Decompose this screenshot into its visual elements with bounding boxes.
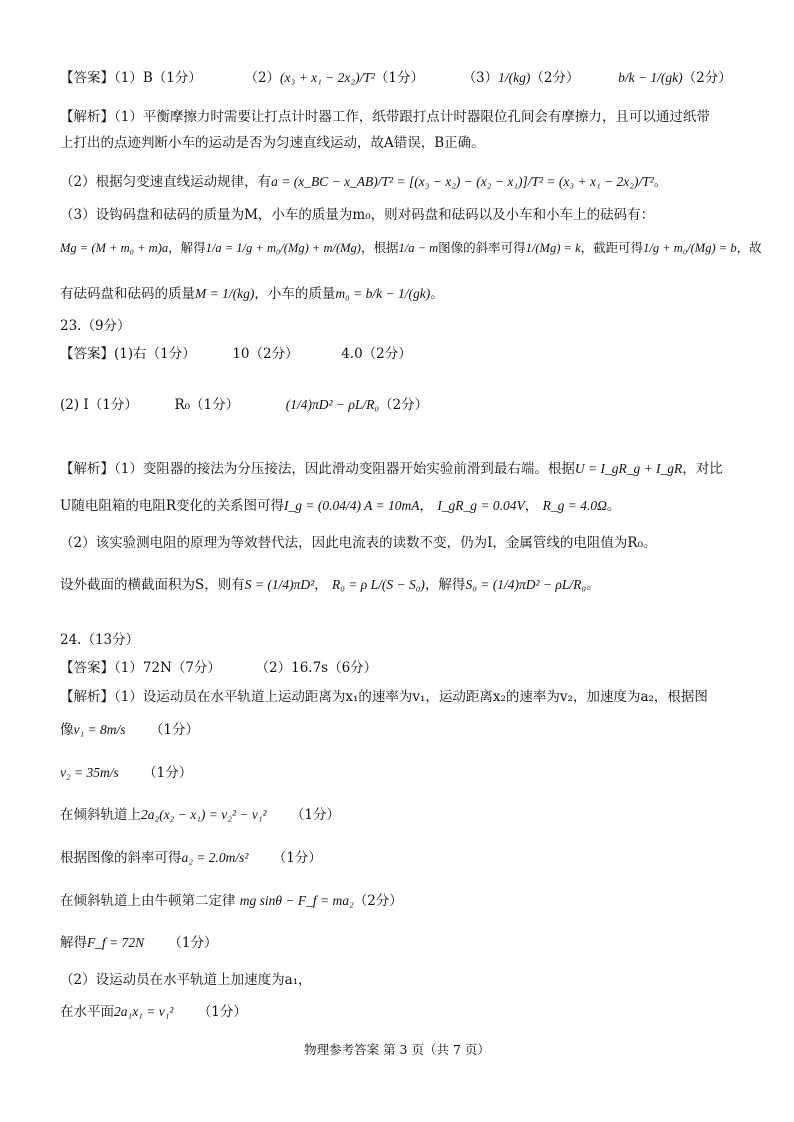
analysis-text: 设外截面的横截面积为S，则有 xyxy=(60,577,245,593)
q24-analysis-9 xyxy=(60,1002,247,1022)
equation: v₂ = 35m/s xyxy=(60,765,119,780)
equation: R₀ = ρ L/(S − S₀) xyxy=(331,577,425,592)
analysis-text: ，小车的质量 xyxy=(254,286,336,302)
answer-3-score: （2分） xyxy=(530,70,580,86)
equation: a₂ = 2.0m/s² xyxy=(181,850,249,865)
equation: Mg = (M + m₀ + m)a xyxy=(60,241,169,255)
equation: S = (1/4)πD² xyxy=(244,577,315,592)
analysis-text: 有砝码盘和砝码的质量 xyxy=(60,286,195,302)
analysis-text: ，解得 xyxy=(424,577,466,593)
q24-heading: 24.（13分） xyxy=(60,632,140,648)
analysis-text: ，对比 xyxy=(682,461,723,477)
analysis-text: ，解得 xyxy=(168,240,206,255)
analysis-text: 图像的斜率可得 xyxy=(438,240,526,255)
equation: I_g = (0.04/4) A = 10mA xyxy=(284,498,420,513)
q23-analysis-2: U随电阻箱的电阻R变化的关系图可得I_g = (0.04/4) A = 10mA， I_gR_g = 0.04V， R_g = 4.0Ω。 xyxy=(60,498,621,514)
answer-text: 【答案】（1）72N（7分） xyxy=(60,660,221,676)
analysis-text: ，截距可得 xyxy=(580,240,644,255)
answer-text: （2）16.7s（6分） xyxy=(255,660,378,676)
equation: M = 1/(kg) xyxy=(195,286,255,301)
analysis-text: 根据图像的斜率可得 xyxy=(60,850,182,866)
punct: 。 xyxy=(586,577,600,593)
q24-analysis-2 xyxy=(60,720,199,740)
equation: m₀ = b/k − 1/(gk) xyxy=(335,286,431,301)
analysis-text: 解得 xyxy=(60,935,87,951)
equation: 1/g + m₀/(Mg) = b xyxy=(643,241,737,255)
score: （1分） xyxy=(197,1004,247,1020)
analysis-text: 在水平面 xyxy=(60,1004,114,1020)
q23-analysis-1 xyxy=(60,459,723,479)
analysis-text: 像 xyxy=(60,722,74,738)
q23-heading: 23.（9分） xyxy=(60,318,131,334)
q24-analysis-1: 【解析】（1）设运动员在水平轨道上运动距离为x₁的速率为v₁，运动距离x₂的速率为v₂，加速度为a₂，根据图 xyxy=(60,689,708,705)
q24-analysis-6 xyxy=(60,891,403,911)
score: （1分） xyxy=(168,935,218,951)
analysis-text: ，根据 xyxy=(360,240,399,255)
punct: 。 xyxy=(653,174,668,190)
equation: 2a₁x₁ = v₁² xyxy=(114,1004,174,1019)
analysis-text: U随电阻箱的电阻R变化的关系图可得 xyxy=(60,498,285,514)
answer-2-score: （1分） xyxy=(374,70,424,86)
answer-2-prefix: （2） xyxy=(244,70,281,86)
answer-4-score: （2分） xyxy=(682,70,732,86)
score: （1分） xyxy=(272,850,322,866)
q24-analysis-4 xyxy=(60,805,340,825)
equation: 1/a − m xyxy=(398,241,439,255)
q23-analysis-3: （2）该实验测电阻的原理为等效替代法，因此电流表的读数不变，仍为I，金属管线的电阻值为R₀。 xyxy=(60,535,657,551)
equation: v₁ = 8m/s xyxy=(73,722,126,737)
q22-analysis-3-eqs xyxy=(60,238,762,258)
equation: 1/a = 1/g + m₀/(Mg) + m/(Mg) xyxy=(205,241,361,255)
q24-answer xyxy=(60,658,377,678)
equation: (1/4)πD² − ρL/R₀ xyxy=(285,397,380,412)
q23-answer-2 xyxy=(60,395,428,415)
page-footer: 物理参考答案 第 3 页（共 7 页） xyxy=(304,1042,490,1057)
q24-analysis-3 xyxy=(60,763,192,783)
analysis-text: 在倾斜轨道上由牛顿第二定律 xyxy=(60,893,236,909)
answer-text: R₀（1分） xyxy=(174,397,240,413)
q23-analysis-4: 设外截面的横截面积为S，则有S = (1/4)πD²， R₀ = ρ L/(S − S₀)，解得S₀ = (1/4)πD² − ρL/R₀。 xyxy=(60,577,600,593)
q22-analysis-2 xyxy=(60,172,667,192)
score: （1分） xyxy=(149,722,199,738)
q22-analysis-3b xyxy=(60,284,444,304)
equation: U = I_gR_g + I_gR xyxy=(574,461,683,476)
answer-2-expr: (x₃ + x₁ − 2x₂)/T² xyxy=(280,70,375,85)
equation: 1/(Mg) = k xyxy=(525,241,581,255)
answer-3-prefix: （3） xyxy=(462,70,499,86)
analysis-text: 【解析】（1）变阻器的接法为分压接法，因此滑动变阻器开始实验前滑到最右端。根据 xyxy=(60,461,575,477)
answer-text: 【答案】(1)右（1分） xyxy=(60,346,196,362)
answer-score: （2分） xyxy=(379,397,429,413)
answer-text: (2) I（1分） xyxy=(60,397,138,413)
equation: mg sinθ − F_f = ma₂ xyxy=(239,893,354,908)
q24-analysis-7 xyxy=(60,933,218,953)
equation: R_g = 4.0Ω xyxy=(542,498,607,513)
analysis-text: （2）根据匀变速直线运动规律，有 xyxy=(60,174,272,190)
punct: 。 xyxy=(430,286,444,302)
analysis-text: ，故 xyxy=(736,240,762,255)
score: （1分） xyxy=(290,807,340,823)
q22-analysis-1b: 上打出的点迹判断小车的运动是否为匀速直线运动，故A错误，B正确。 xyxy=(60,135,485,151)
q24-analysis-5 xyxy=(60,848,322,868)
answer-1: （1）B（1分） xyxy=(114,70,202,86)
q22-analysis-1 xyxy=(60,107,710,127)
equation: 2a₂(x₂ − x₁) = v₂² − v₁² xyxy=(141,807,267,822)
score: （1分） xyxy=(143,765,193,781)
answer-4-expr: b/k − 1/(gk) xyxy=(618,70,683,85)
q22-analysis-3: （3）设钩码盘和砝码的质量为M，小车的质量为m₀，则对码盘和砝码以及小车和小车上的砝码有： xyxy=(60,207,655,223)
answer-label: 【答案】 xyxy=(60,70,114,86)
analysis-text: （1）平衡摩擦力时需要让打点计时器工作，纸带跟打点计时器限位孔间会有摩擦力，且可以通过纸带 xyxy=(114,109,710,125)
equation: a = (x_BC − x_AB)/T² = [(x₃ − x₂) − (x₂ − x₁)]/T² = (x₃ + x₁ − 2x₂)/T² xyxy=(271,174,654,189)
equation: F_f = 72N xyxy=(87,935,145,950)
score: （2分） xyxy=(353,893,403,909)
answer-text: 10（2分） xyxy=(232,346,299,362)
q23-answer-1 xyxy=(60,344,412,364)
q22-answer-line xyxy=(60,68,732,88)
equation: I_gR_g = 0.04V xyxy=(437,498,525,513)
equation: S₀ = (1/4)πD² − ρL/R₀ xyxy=(465,577,587,592)
analysis-label: 【解析】 xyxy=(60,109,114,125)
q24-analysis-8: （2）设运动员在水平轨道上加速度为a₁， xyxy=(60,972,312,988)
answer-text: 4.0（2分） xyxy=(341,346,412,362)
answer-3-expr: 1/(kg) xyxy=(498,70,531,85)
analysis-text: 在倾斜轨道上 xyxy=(60,807,141,823)
